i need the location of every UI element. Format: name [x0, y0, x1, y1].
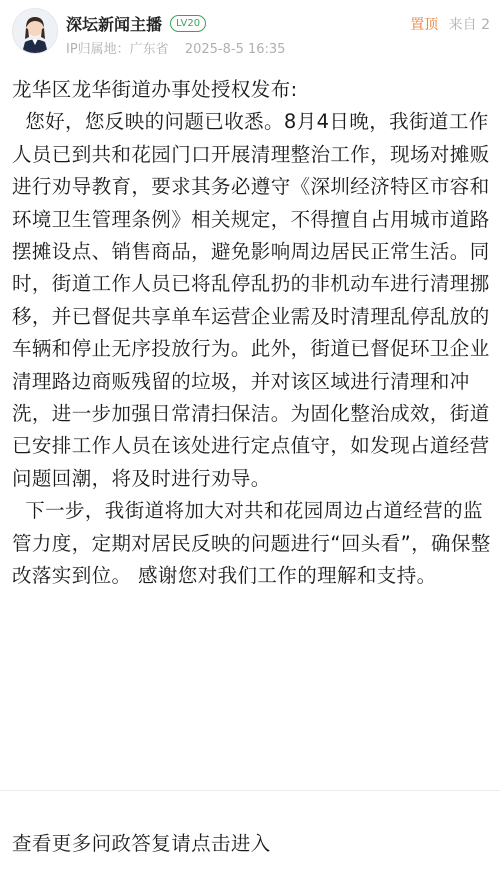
post-meta — [66, 38, 297, 57]
post-timestamp: 2025-8-5 16:35 — [184, 42, 286, 57]
floor-label: 来自 2 — [448, 17, 490, 33]
content-paragraph: 下一步，我街道将加大对共和花园周边占道经营的监管力度，定期对居民反映的问题进行“回头看”，确保整改落实到位。 感谢您对我们工作的理解和支持。 — [12, 499, 491, 588]
avatar[interactable] — [12, 8, 58, 54]
post-content — [12, 74, 492, 593]
level-badge: LV20 — [170, 15, 206, 32]
pinned-tag: 置顶 — [410, 17, 439, 33]
content-paragraph: 您好，您反映的问题已收悉。8月4日晚，我街道工作人员已到共和花园门口开展清理整治工作，现场对摊贩进行劝导教育，要求其务必遵守《深圳经济特区市容和环境卫生管理条例》相关规定，不得擅自占用城市道路摆摊设点、销售商品，避免影响周边居民正常生活。同时，街道工作人员已将乱停乱扔的非机动车进行清理挪移，并已督促共享单车运营企业需及时清理乱停乱放的车辆和停止无序投放行为。此外，街道已督促环卫企业清理路边商贩残留的垃圾，并对该区域进行清理和冲洗，进一步加强日常清扫保洁。为固化整治成效，街道已安排工作人员在该处进行定点值守，如发现占道经营问题回潮，将及时进行劝导。 — [12, 110, 490, 490]
post-header — [0, 0, 500, 62]
divider — [0, 790, 500, 791]
content-heading: 龙华区龙华街道办事处授权发布: — [12, 78, 298, 101]
more-replies-link[interactable]: 查看更多问政答复请点击进入 — [12, 832, 271, 855]
author-name[interactable]: 深坛新闻主播 — [66, 14, 163, 34]
news-anchor-avatar-icon — [13, 9, 57, 53]
ip-location: IP归属地：广东省 — [66, 42, 169, 57]
